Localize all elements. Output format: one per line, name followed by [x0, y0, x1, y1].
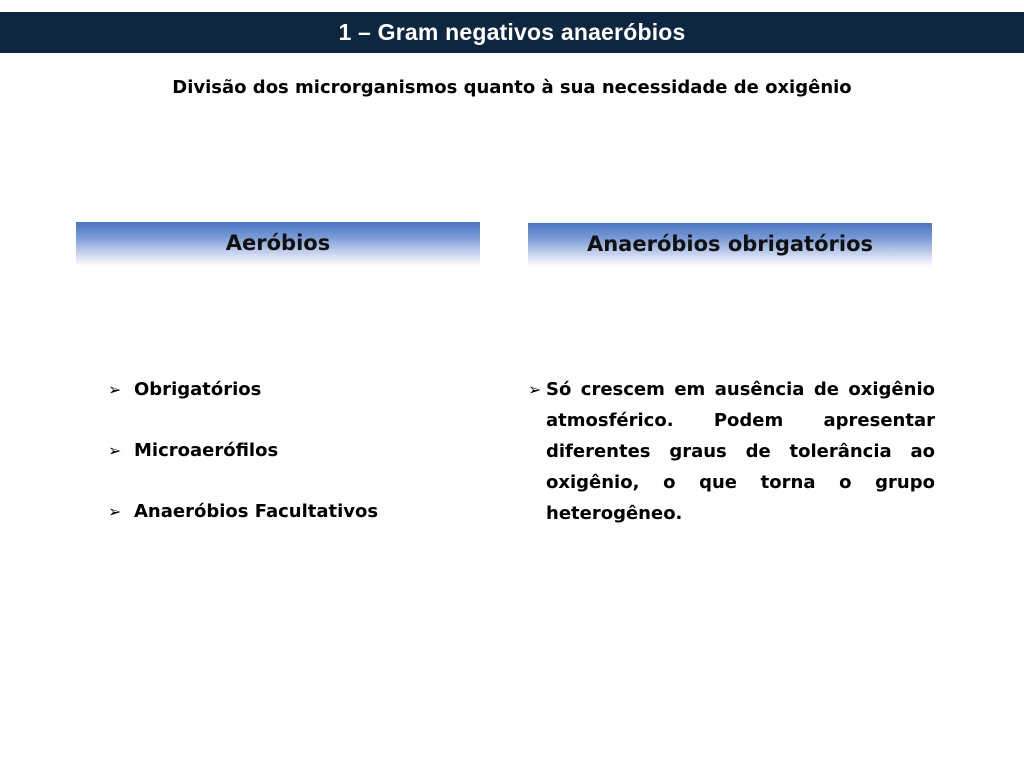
slide-title: 1 – Gram negativos anaeróbios: [338, 19, 686, 45]
list-item-label: Microaerófilos: [134, 439, 279, 461]
aerobios-heading: Aeróbios: [225, 231, 331, 255]
list-item: [108, 374, 378, 404]
list-item-label: Obrigatórios: [134, 378, 262, 400]
anaerobios-description-text: Só crescem em ausência de oxigênio atmosférico. Podem apresentar diferentes graus de tolerância ao oxigênio, o que torna o grupo heterogêneo.: [546, 379, 935, 524]
arrow-bullet-icon: ➢: [108, 440, 122, 460]
title-bar: [0, 12, 1024, 53]
anaerobios-description: [528, 374, 935, 529]
slide-subtitle: Divisão dos microrganismos quanto à sua necessidade de oxigênio: [172, 77, 852, 98]
list-item: [108, 435, 378, 465]
aerobios-list: [108, 374, 378, 557]
arrow-bullet-icon: ➢: [528, 380, 542, 399]
arrow-bullet-icon: ➢: [108, 379, 122, 399]
arrow-bullet-icon: ➢: [108, 501, 122, 521]
aerobios-header: [76, 222, 480, 266]
anaerobios-header: [528, 223, 932, 267]
anaerobios-heading: Anaeróbios obrigatórios: [586, 232, 874, 256]
list-item-label: Anaeróbios Facultativos: [134, 500, 379, 522]
list-item: [108, 496, 378, 526]
